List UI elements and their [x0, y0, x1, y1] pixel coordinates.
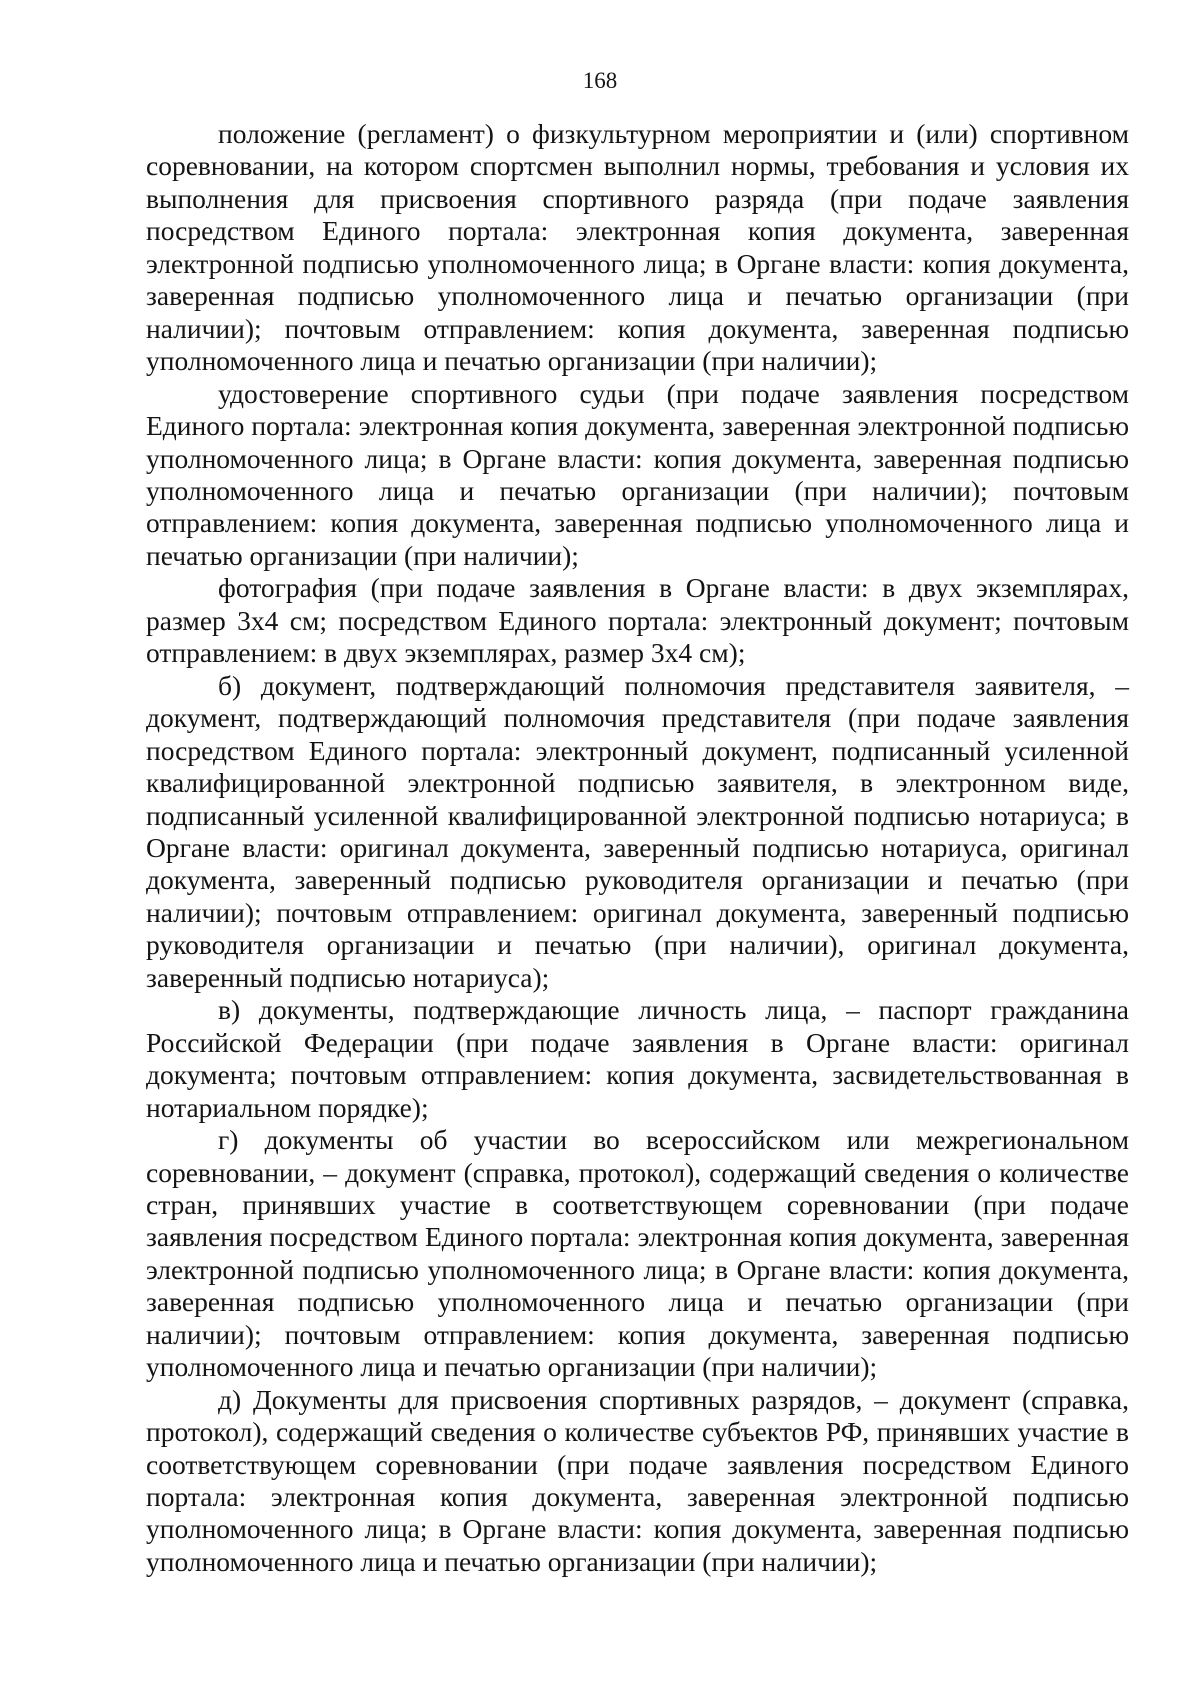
page-number: 168 [582, 68, 618, 93]
paragraph-item-d: д) Документы для присвоения спортивных разрядов, – документ (справка, протокол), содержащий сведения о количестве субъектов РФ, принявших участие в соответствующем соревновании (при подаче заявления посредством Единого портала: электронная копия документа, заверенная электронной подписью уполномоченного лица; в Органе власти: копия документа, заверенная подписью уполномоченного лица и печатью организации (при наличии); [146, 1383, 1129, 1577]
paragraph-item-b: б) документ, подтверждающий полномочия представителя заявителя, – документ, подтверждающий полномочия представителя (при подаче заявления посредством Единого портала: электронный документ, подписанный усиленной квалифицированной электронной подписью заявителя, в электронном виде, подписанный усиленной квалифицированной электронной подписью нотариуса; в Органе власти: оригинал документа, заверенный подписью нотариуса, оригинал документа, заверенный подписью руководителя организации и печатью (при наличии); почтовым отправлением: оригинал документа, заверенный подписью руководителя организации и печатью (при наличии), оригинал документа, заверенный подписью нотариуса); [146, 669, 1129, 993]
document-body [146, 118, 1129, 1578]
paragraph-item-g: г) документы об участии во всероссийском или межрегиональном соревновании, – документ (справка, протокол), содержащий сведения о количестве стран, принявших участие в соответствующем соревновании (при подаче заявления посредством Единого портала: электронная копия документа, заверенная электронной подписью уполномоченного лица; в Органе власти: копия документа, заверенная подписью уполномоченного лица и печатью организации (при наличии); почтовым отправлением: копия документа, заверенная подписью уполномоченного лица и печатью организации (при наличии); [146, 1124, 1129, 1383]
paragraph-regulation: положение (регламент) о физкультурном мероприятии и (или) спортивном соревновании, на котором спортсмен выполнил нормы, требования и условия их выполнения для присвоения спортивного разряда (при подаче заявления посредством Единого портала: электронная копия документа, заверенная электронной подписью уполномоченного лица; в Органе власти: копия документа, заверенная подписью уполномоченного лица и печатью организации (при наличии); почтовым отправлением: копия документа, заверенная подписью уполномоченного лица и печатью организации (при наличии); [146, 118, 1129, 377]
paragraph-item-v: в) документы, подтверждающие личность лица, – паспорт гражданина Российской Федерации (при подаче заявления в Органе власти: оригинал документа; почтовым отправлением: копия документа, засвидетельствованная в нотариальном порядке); [146, 994, 1129, 1123]
paragraph-photograph: фотография (при подаче заявления в Органе власти: в двух экземплярах, размер 3x4 см; посредством Единого портала: электронный документ; почтовым отправлением: в двух экземплярах, размер 3x4 см); [146, 572, 1129, 669]
paragraph-judge-certificate: удостоверение спортивного судьи (при подаче заявления посредством Единого портала: электронная копия документа, заверенная электронной подписью уполномоченного лица; в Органе власти: копия документа, заверенная подписью уполномоченного лица и печатью организации (при наличии); почтовым отправлением: копия документа, заверенная подписью уполномоченного лица и печатью организации (при наличии); [146, 377, 1129, 571]
